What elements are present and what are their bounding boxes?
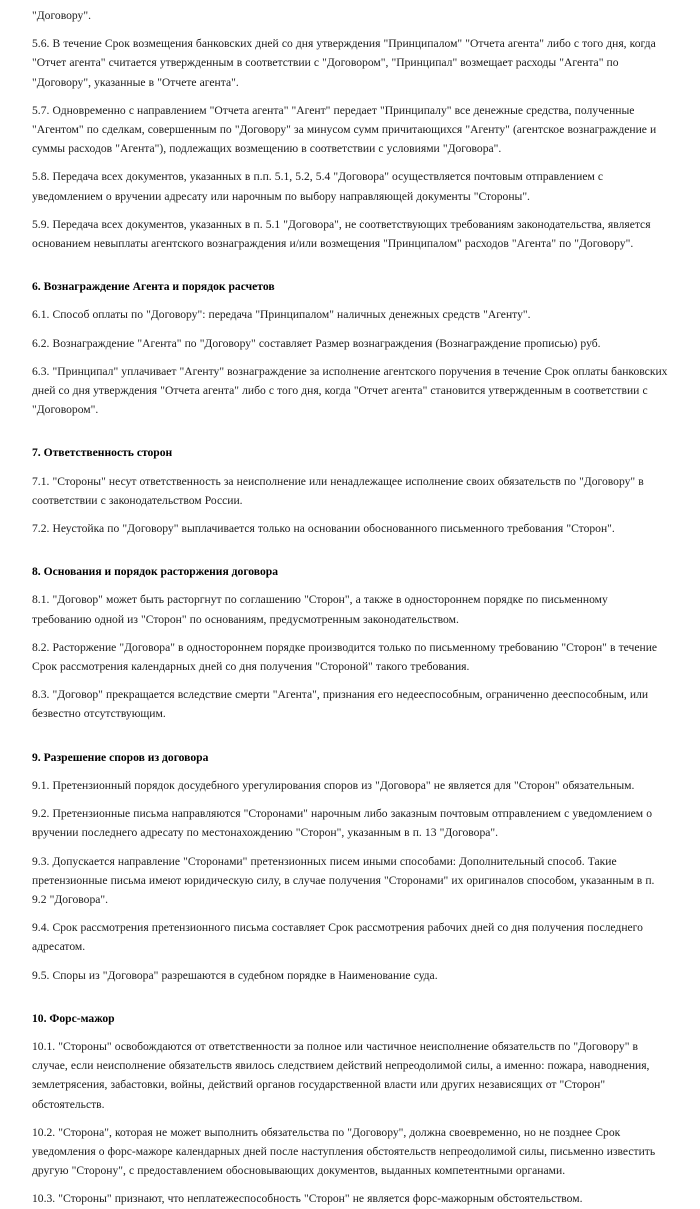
paragraph-7-2: 7.2. Неустойка по "Договору" выплачивается только на основании обоснованного письменного требования "Сторон". [32, 522, 615, 536]
paragraph-10-3: 10.3. "Стороны" признают, что неплатежеспособность "Сторон" не является форс-мажорным обстоятельством. [32, 1192, 583, 1206]
heading-section-8: 8. Основания и порядок расторжения договора [32, 565, 279, 579]
paragraph-9-2: 9.2. Претензионные письма направляются "Сторонами" нарочным либо заказным почтовым отправлением с уведомлением о вручении последнего адресату по местонахождению "Сторон", указанным в п. 13 "Договора". [32, 807, 653, 840]
paragraph-5-6: 5.6. В течение Срок возмещения банковских дней со дня утверждения "Принципалом" "Отчета агента" либо с того дня, когда "Отчет агента" считается утвержденным в соответствии с "Договором", "Принципал" возмещает расходы "Агента" по "Договору", указанные в "Отчете агента". [32, 37, 656, 89]
paragraph-5-7: 5.7. Одновременно с направлением "Отчета агента" "Агент" передает "Принципалу" все денежные средства, полученные "Агентом" по сделкам, совершенным по "Договору" за минусом сумм причитающихся "Агенту" (агентское вознаграждение и суммы расходов "Агента"), подлежащих возмещению в соответствии с условиями "Договора". [32, 103, 657, 156]
heading-section-7: 7. Ответственность сторон [32, 446, 173, 460]
paragraph-8-2: 8.2. Расторжение "Договора" в одностороннем порядке производится только по письменному требованию "Сторон" в течение Срок рассмотрения календарных дней со дня получения "Стороной" такого требования. [32, 640, 658, 674]
heading-section-6: 6. Вознаграждение Агента и порядок расчетов [32, 280, 275, 294]
heading-section-9: 9. Разрешение споров из договора [32, 750, 209, 764]
paragraph-5-9: 5.9. Передача всех документов, указанных в п. 5.1 "Договора", не соответствующих требованиям законодательства, является основанием невыплаты агентского вознаграждения и/или возмещения "Принципалом" расходов "Агента" по "Договору". [32, 217, 651, 251]
paragraph-8-3: 8.3. "Договор" прекращается вследствие смерти "Агента", признания его недееспособным, ограниченно дееспособным, или безвестно отсутствующим. [32, 688, 649, 721]
paragraph-8-1: 8.1. "Договор" может быть расторгнут по соглашению "Сторон", а также в одностороннем порядке по письменному требованию одной из "Сторон" по основаниям, предусмотренным законодательством. [32, 593, 608, 626]
paragraph-10-2: 10.2. "Сторона", которая не может выполнить обязательства по "Договору", должна своевременно, но не позднее Срок уведомления о форс-мажоре календарных дней после наступления обстоятельств непреодолимой силы, письменно известить другую "Сторону", с предоставлением обосновывающих документов, выданных компетентными органами. [32, 1125, 656, 1178]
paragraph-9-3: 9.3. Допускается направление "Сторонами" претензионных писем иными способами: Дополнительный способ. Такие претензионные письма имеют юридическую силу, в случае получения "Сторонами" их оригиналов способом, указанным в п. 9.2 "Договора". [32, 854, 655, 906]
paragraph-5-8: 5.8. Передача всех документов, указанных в п.п. 5.1, 5.2, 5.4 "Договора" осуществляется почтовым отправлением с уведомлением о вручении адресату или нарочным по выбору направляющей документы "Стороны". [32, 170, 604, 203]
paragraph-6-3: 6.3. "Принципал" уплачивает "Агенту" вознаграждение за исполнение агентского поручения в течение Срок оплаты банковских дней со дня утверждения "Отчета агента" либо с того дня, когда "Отчет агента" становится утвержденным в соответствии с "Договором". [32, 364, 668, 417]
paragraph-9-5: 9.5. Споры из "Договора" разрешаются в судебном порядке в Наименование суда. [32, 968, 438, 982]
paragraph-10-1: 10.1. "Стороны" освобождаются от ответственности за полное или частичное неисполнение обязательств по "Договору" в случае, если неисполнение обязательств явилось следствием действий непреодолимой силы, а именно: пожара, наводнения, землетрясения, забастовки, войны, действий органов государственной власти или других независящих от "Сторон" обстоятельств. [32, 1039, 650, 1111]
heading-section-10: 10. Форс-мажор [32, 1011, 115, 1025]
document-body [32, 0, 670, 1209]
paragraph-6-1: 6.1. Способ оплаты по "Договору": передача "Принципалом" наличных денежных средств "Агенту". [32, 308, 531, 322]
paragraph-9-1: 9.1. Претензионный порядок досудебного урегулирования споров из "Договора" не является для "Сторон" обязательным. [32, 778, 635, 792]
paragraph-9-4: 9.4. Срок рассмотрения претензионного письма составляет Срок рассмотрения рабочих дней со дня получения последнего адресатом. [32, 921, 643, 954]
paragraph-5-5-continuation: "Договору". [32, 9, 91, 22]
paragraph-6-2: 6.2. Вознаграждение "Агента" по "Договору" составляет Размер вознаграждения (Вознаграждение прописью) руб. [32, 336, 601, 350]
paragraph-7-1: 7.1. "Стороны" несут ответственность за неисполнение или ненадлежащее исполнение своих обязательств по "Договору" в соответствии с законодательством России. [32, 474, 644, 507]
